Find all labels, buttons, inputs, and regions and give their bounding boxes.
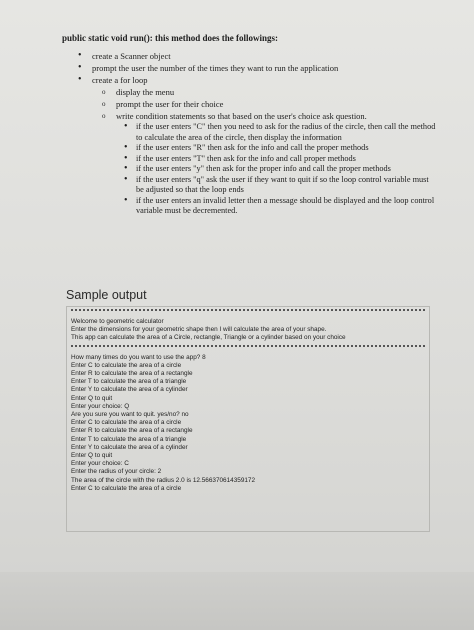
method-heading: public static void run(): this method does the followings:: [62, 33, 279, 43]
condition-item: • if the user enters "R" then ask for the info and call the proper methods: [124, 143, 438, 154]
instruction-list: [78, 50, 438, 217]
sub-list-item-text: write condition statements so that based on the user's choice ask question.: [116, 111, 367, 121]
console-line: The area of the circle with the radius 2.0 is 12.566370614359172: [71, 476, 256, 484]
list-item: • create a Scanner object: [78, 50, 438, 62]
sub-list-item: [102, 110, 438, 217]
sub-list-item: o display the menu: [102, 86, 438, 98]
page-bottom-shadow: [0, 572, 474, 630]
console-line: Enter T to calculate the area of a triangle: [71, 435, 187, 443]
list-item: [78, 74, 438, 217]
console-line: Enter R to calculate the area of a rectangle: [71, 370, 193, 378]
console-line: Enter your choice: Q: [71, 402, 130, 410]
sub-list-item: o prompt the user for their choice: [102, 98, 438, 110]
console-line: Enter R to calculate the area of a rectangle: [71, 427, 193, 435]
condition-item: • if the user enters "C" then you need to ask for the radius of the circle, then call the method to calculate the area of the circle, then display the information: [124, 122, 438, 143]
asterisk-divider: [71, 309, 425, 317]
console-line: Enter Y to calculate the area of a cylinder: [71, 443, 188, 451]
console-line: Enter C to calculate the area of a circle: [71, 419, 182, 427]
condition-item: • if the user enters an invalid letter then a message should be displayed and the loop control variable must be decremented.: [124, 196, 438, 217]
list-item: • prompt the user the number of the times they want to run the application: [78, 62, 438, 74]
console-line: Enter T to calculate the area of a triangle: [71, 378, 187, 386]
console-line: Enter C to calculate the area of a circle: [71, 484, 182, 492]
console-line: Enter Y to calculate the area of a cylinder: [71, 386, 188, 394]
console-line: Are you sure you want to quit. yes/no? no: [71, 411, 189, 419]
console-line: How many times do you want to use the app? 8: [71, 353, 206, 361]
list-item-text: create a for loop: [92, 75, 148, 85]
condition-item: • if the user enters "q" ask the user if they want to quit if so the loop control variable must be adjusted so that the loop ends: [124, 175, 438, 196]
console-line: Enter Q to quit: [71, 394, 113, 402]
console-line: This app can calculate the area of a Circle, rectangle, Triangle or a cylinder based on your choice: [71, 334, 346, 342]
condition-item: • if the user enters "y" then ask for the proper info and call the proper methods: [124, 164, 438, 175]
console-line: Enter the dimensions for your geometric shape then I will calculate the area of your shape.: [71, 326, 327, 334]
condition-item: • if the user enters "T" then ask for the info and call proper methods: [124, 154, 438, 165]
console-line: Enter C to calculate the area of a circle: [71, 361, 182, 369]
console-line: Enter the radius of your circle: 2: [71, 468, 162, 476]
sample-output-console: [66, 306, 430, 532]
sample-output-title: Sample output: [66, 288, 147, 302]
console-line: Enter Q to quit: [71, 452, 113, 460]
loop-sub-list: [92, 86, 438, 217]
console-line: Welcome to geometric calculator: [71, 318, 164, 325]
condition-list: [116, 122, 438, 217]
asterisk-divider: [71, 345, 425, 353]
console-line: Enter your choice: C: [71, 460, 129, 468]
